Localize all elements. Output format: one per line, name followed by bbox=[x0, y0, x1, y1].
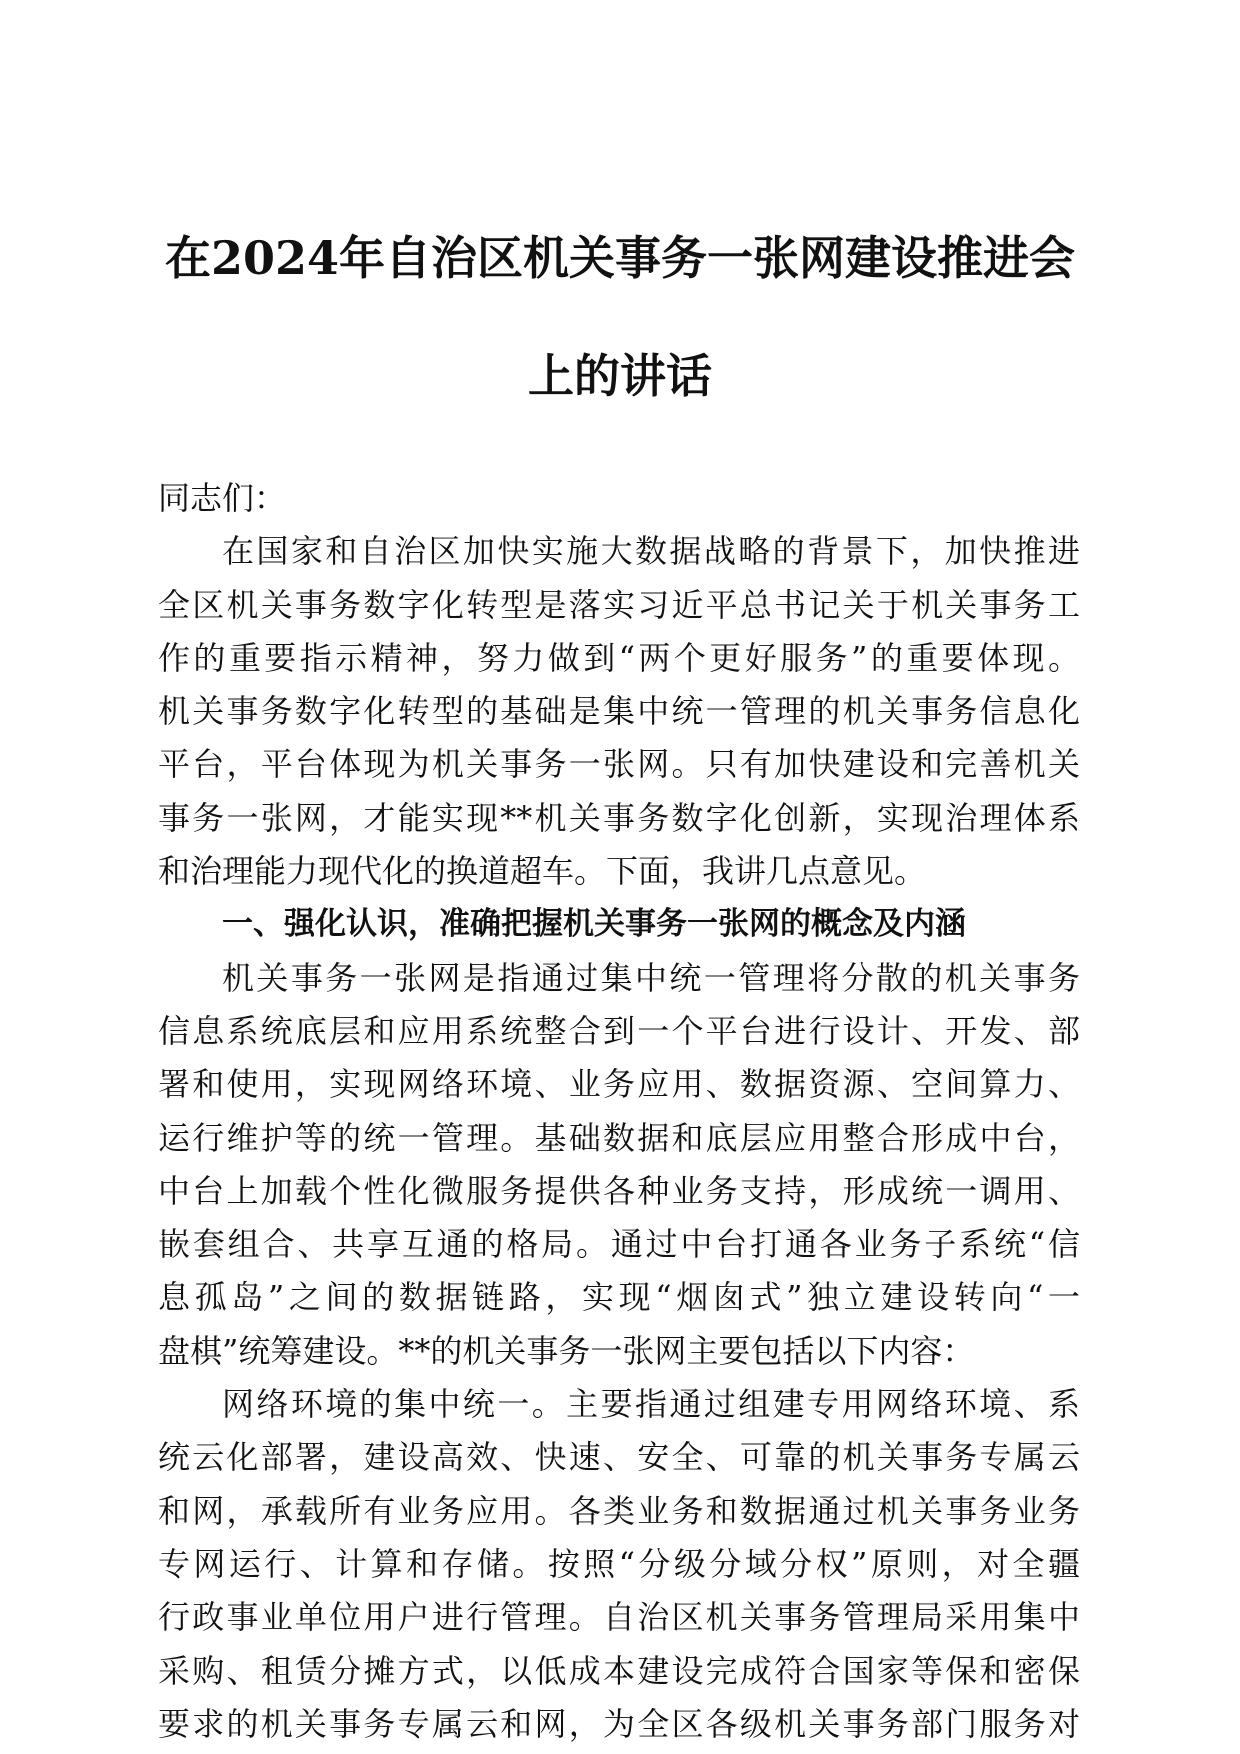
document-title-line-2: 上的讲话 bbox=[528, 349, 712, 403]
paragraph-line: 和治理能力现代化的换道超车。下面，我讲几点意见。 bbox=[158, 852, 927, 891]
body-lines bbox=[158, 525, 1080, 1751]
document-title-line-1: 在2024年自治区机关事务一张网建设推进会 bbox=[164, 231, 1076, 285]
paragraph-line: 息孤岛”之间的数据链路，实现“烟囱式”独立建设转向“一 bbox=[158, 1278, 1080, 1317]
paragraph-line: 统云化部署，建设高效、快速、安全、可靠的机关事务专属云 bbox=[158, 1438, 1080, 1477]
paragraph-line: 运行维护等的统一管理。基础数据和底层应用整合形成中台， bbox=[158, 1118, 1080, 1157]
paragraph-line: 在国家和自治区加快实施大数据战略的背景下，加快推进 bbox=[222, 532, 1080, 571]
paragraph-line: 平台，平台体现为机关事务一张网。只有加快建设和完善机关 bbox=[158, 745, 1080, 784]
paragraph-line: 全区机关事务数字化转型是落实习近平总书记关于机关事务工 bbox=[158, 585, 1080, 624]
paragraph-line: 中台上加载个性化微服务提供各种业务支持，形成统一调用、 bbox=[158, 1171, 1080, 1210]
paragraph-line: 网络环境的集中统一。主要指通过组建专用网络环境、系 bbox=[222, 1385, 1080, 1424]
salutation: 同志们： bbox=[158, 479, 287, 517]
paragraph-line: 事务一张网，才能实现**机关事务数字化创新，实现治理体系 bbox=[158, 798, 1080, 837]
paragraph-line: 机关事务数字化转型的基础是集中统一管理的机关事务信息化 bbox=[158, 692, 1080, 731]
paragraph-line: 专网运行、计算和存储。按照“分级分域分权”原则，对全疆 bbox=[158, 1544, 1080, 1583]
paragraph-line: 盘棋”统筹建设。**的机关事务一张网主要包括以下内容： bbox=[158, 1331, 975, 1370]
document-body bbox=[158, 472, 1080, 1751]
paragraph-line: 和网，承载所有业务应用。各类业务和数据通过机关事务业务 bbox=[158, 1491, 1080, 1530]
paragraph-line: 信息系统底层和应用系统整合到一个平台进行设计、开发、部 bbox=[158, 1011, 1080, 1050]
section-heading: 一、强化认识，准确把握机关事务一张网的概念及内涵 bbox=[222, 906, 966, 943]
paragraph-line: 机关事务一张网是指通过集中统一管理将分散的机关事务 bbox=[222, 958, 1080, 997]
paragraph-line: 作的重要指示精神，努力做到“两个更好服务”的重要体现。 bbox=[158, 638, 1080, 677]
paragraph-line: 要求的机关事务专属云和网，为全区各级机关事务部门服务对 bbox=[158, 1704, 1080, 1743]
paragraph-line: 嵌套组合、共享互通的格局。通过中台打通各业务子系统“信 bbox=[158, 1225, 1080, 1264]
paragraph-line: 署和使用，实现网络环境、业务应用、数据资源、空间算力、 bbox=[158, 1065, 1080, 1104]
paragraph-line: 行政事业单位用户进行管理。自治区机关事务管理局采用集中 bbox=[158, 1598, 1080, 1637]
paragraph-line: 采购、租赁分摊方式，以低成本建设完成符合国家等保和密保 bbox=[158, 1651, 1080, 1690]
